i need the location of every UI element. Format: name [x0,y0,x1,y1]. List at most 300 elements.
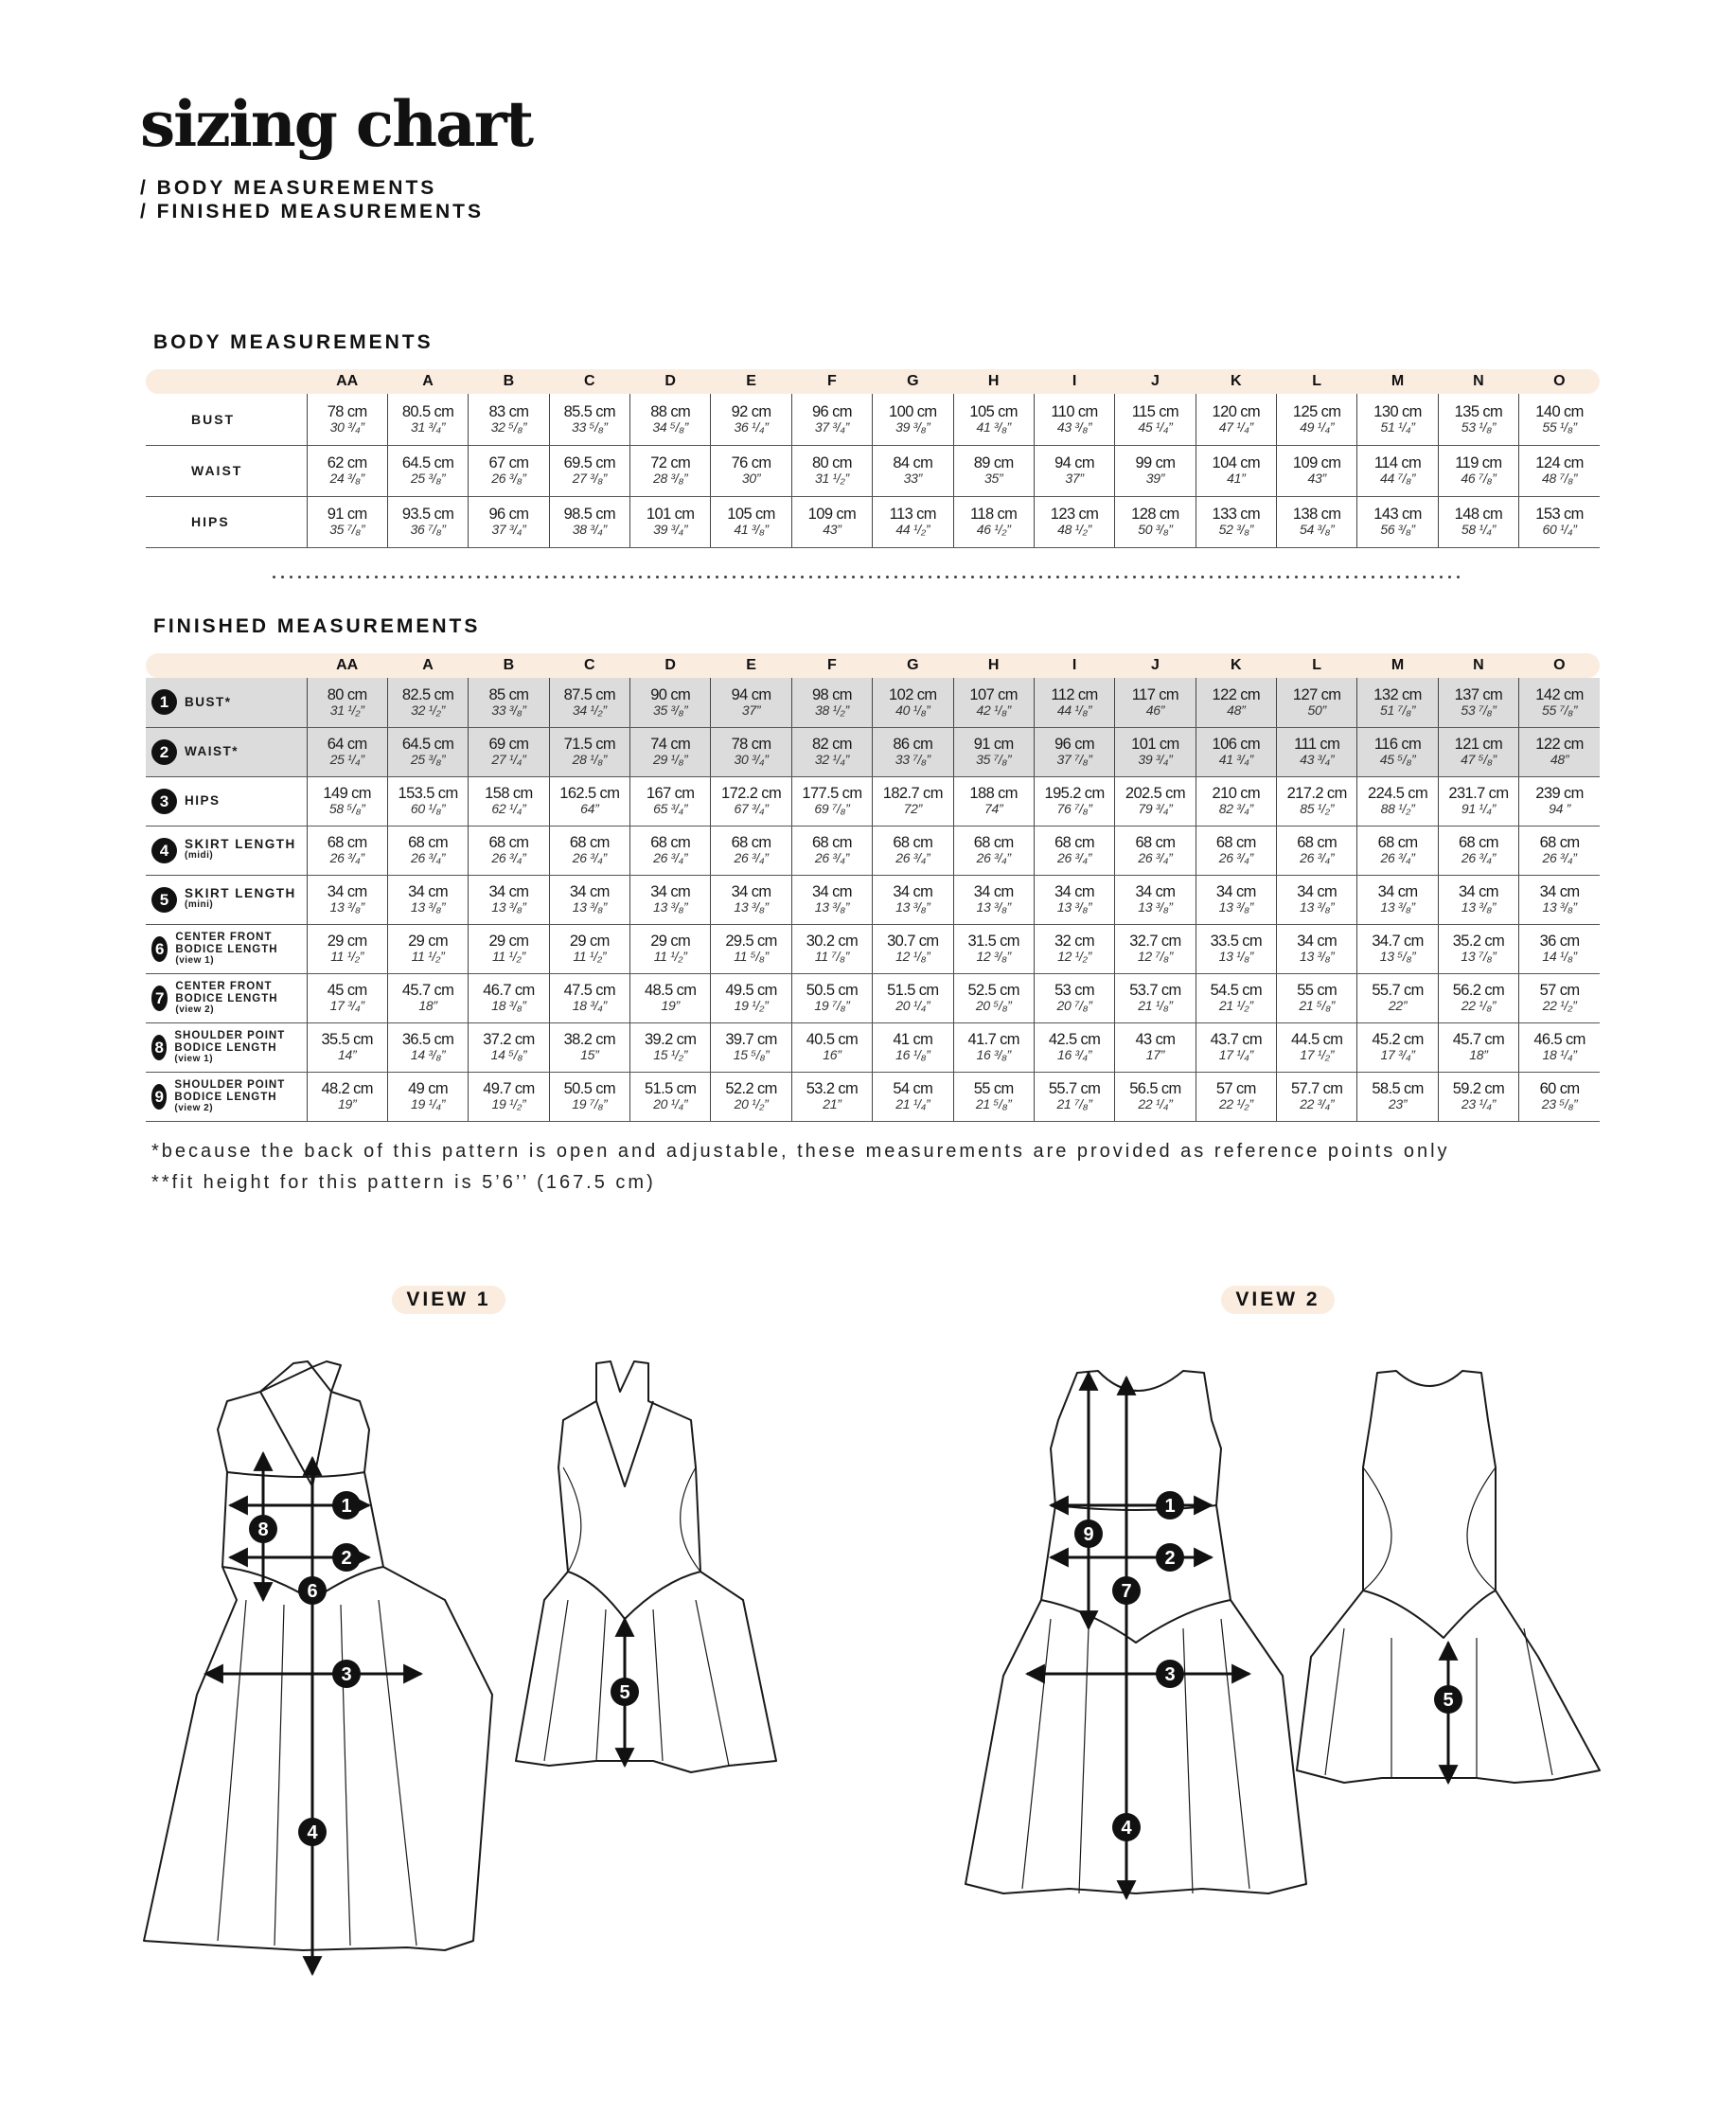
cm-value: 54.5 cm [1210,982,1263,999]
inch-value: 39 ³/₄” [1138,752,1173,767]
inch-value: 53 ¹/₈” [1461,418,1497,435]
measurement-cell [711,1022,791,1072]
cm-value: 52.5 cm [967,982,1019,999]
inch-value: 39 ³/₄” [653,522,688,537]
measurement-cell [1115,973,1196,1022]
inch-value: 16 ³/₈” [976,1047,1011,1062]
size-header-a: A [387,369,468,394]
finished-section-title: FINISHED MEASUREMENTS [153,615,481,637]
inch-value: 21 ⁷/₈” [1056,1096,1092,1111]
measurement-cell [791,496,872,547]
cm-value: 57 cm [1539,982,1580,999]
cm-value: 34.7 cm [1372,933,1424,950]
measurement-cell [387,496,468,547]
measurement-cell [711,924,791,973]
row-label [146,727,307,776]
cm-value: 34 cm [973,883,1014,900]
inch-value: 22 ¹/₂” [1218,1096,1253,1111]
row-label-text: SHOULDER POINT BODICE LENGTH [174,1030,286,1054]
inch-value: 55 ¹/₈” [1542,418,1577,435]
measurement-cell [549,1072,629,1121]
marker-2-view-1 [332,1543,361,1572]
inch-value: 39 ³/₈” [895,418,930,435]
inch-value: 21 ⁵/₈” [1299,998,1336,1013]
inch-value: 20 ¹/₂” [734,1096,769,1111]
cm-value: 68 cm [1215,834,1256,851]
row-label-text: SHOULDER POINT BODICE LENGTH [174,1079,286,1103]
inch-value: 26 ³/₄” [734,850,769,865]
cm-value: 62 cm [327,454,367,471]
measurement-cell [873,678,953,727]
cm-value: 55.7 cm [1372,982,1424,999]
cm-value: 224.5 cm [1368,785,1428,802]
measurement-cell [549,924,629,973]
inch-value: 48” [1227,702,1246,718]
inch-value: 13 ³/₈” [410,899,446,915]
measurement-cell [1519,678,1600,727]
inch-value: 58 ¹/₄” [1461,522,1497,537]
size-header-o: O [1519,369,1600,394]
measurement-cell [873,1072,953,1121]
size-header-n: N [1438,653,1518,678]
inch-value: 82 ³/₄” [1218,801,1253,816]
inch-value: 18 ¹/₄” [1542,1047,1577,1062]
inch-value: 33 ⁷/₈” [895,752,930,767]
cm-value: 114 cm [1373,454,1422,471]
measurement-cell [1519,1022,1600,1072]
measurement-cell [953,1022,1034,1072]
finished-row-hips [146,776,1600,826]
inch-value: 55 ⁷/₈” [1542,702,1578,718]
measurement-cell [791,445,872,496]
cm-value: 98.5 cm [563,506,616,523]
measurement-cell [1438,1072,1518,1121]
cm-value: 106 cm [1212,736,1261,753]
size-header-n: N [1438,369,1518,394]
cm-value: 96 cm [811,402,852,420]
view-1-back-dress [516,1361,776,1772]
inch-value: 26 ³/₄” [895,850,930,865]
size-header-m: M [1357,369,1438,394]
measurement-cell [630,445,711,496]
measurement-cell [873,394,953,445]
inch-value: 11 ¹/₂” [411,949,445,964]
cm-value: 113 cm [889,506,936,523]
cm-value: 52.2 cm [725,1080,777,1097]
measurement-cell [630,496,711,547]
cm-value: 29 cm [488,933,529,950]
cm-value: 72 cm [650,454,691,471]
size-header-j: J [1115,369,1196,394]
inch-value: 26 ³/₄” [1380,850,1415,865]
measurement-cell [1438,1022,1518,1072]
cm-value: 34 cm [893,883,933,900]
cm-value: 117 cm [1131,685,1179,703]
inch-value: 41 ³/₈” [734,522,769,537]
inch-value: 14 ¹/₈” [1542,949,1577,964]
cm-value: 96 cm [488,506,529,523]
measurement-cell [1277,826,1357,875]
size-header-f: F [791,653,872,678]
measurement-cell [1196,496,1276,547]
size-header-j: J [1115,653,1196,678]
inch-value: 15 ⁵/₈” [733,1047,770,1062]
inch-value: 25 ³/₈” [410,752,446,767]
measurement-cell [1519,496,1600,547]
marker-6-view-1 [298,1576,327,1605]
inch-value: 26 ³/₄” [976,850,1011,865]
cm-value: 34 cm [811,883,852,900]
measurement-cell [1438,875,1518,924]
cm-value: 78 cm [327,402,367,420]
inch-value: 69 ⁷/₈” [814,801,850,816]
inch-value: 18 ³/₄” [572,998,607,1013]
measurement-cell [711,727,791,776]
measurement-cell [549,445,629,496]
header-spacer [146,653,307,678]
cm-value: 125 cm [1292,402,1341,420]
cm-value: 41 cm [893,1031,933,1048]
row-label [146,924,307,973]
cm-value: 33.5 cm [1210,933,1263,950]
inch-value: 26 ³/₄” [1218,850,1253,865]
measurement-cell [711,445,791,496]
cm-value: 90 cm [650,685,691,703]
measurement-cell [1196,445,1276,496]
cm-value: 34 cm [1297,883,1337,900]
measurement-cell [1115,727,1196,776]
measurement-cell [711,1072,791,1121]
cm-value: 105 cm [727,506,775,523]
inch-value: 21 ⁵/₈” [975,1096,1012,1111]
row-label [146,678,307,727]
measurement-cell [1115,496,1196,547]
inch-value: 13 ³/₈” [895,899,930,915]
cm-value: 56.5 cm [1129,1080,1181,1097]
measurement-cell [1034,776,1114,826]
cm-value: 29 cm [327,933,367,950]
measurement-cell [549,826,629,875]
marker-3-view-1 [332,1660,361,1688]
cm-value: 55 cm [973,1080,1014,1097]
measurement-cell [1115,1022,1196,1072]
cm-value: 34 cm [1458,883,1498,900]
cm-value: 53.7 cm [1129,982,1181,999]
measurement-cell [1277,875,1357,924]
inch-value: 14 ⁵/₈” [490,1047,527,1062]
measurement-cell [791,776,872,826]
size-header-f: F [791,369,872,394]
dotted-divider [270,576,1462,578]
inch-value: 38 ³/₄” [572,522,607,537]
measurement-cell [1034,973,1114,1022]
measurement-cell [1277,394,1357,445]
cm-value: 39.2 cm [644,1031,697,1048]
measurement-cell [1438,727,1518,776]
measurement-cell [1034,496,1114,547]
inch-value: 43 ³/₈” [1056,418,1092,435]
cm-value: 55 cm [1297,982,1337,999]
inch-value: 94 ” [1549,801,1571,816]
measurement-cell [1357,394,1438,445]
measurement-cell [387,875,468,924]
size-header-b: B [469,369,549,394]
inch-value: 11 ¹/₂” [653,949,687,964]
inch-value: 16 ¹/₈” [895,1047,930,1062]
measurement-cell [1519,826,1600,875]
inch-value: 13 ³/₈” [1542,899,1577,915]
cm-value: 34 cm [650,883,691,900]
size-header-d: D [630,653,711,678]
measurement-cell [549,678,629,727]
inch-value: 14 ³/₈” [410,1047,446,1062]
measurement-cell [469,826,549,875]
finished-row-center-front-bodice-length [146,924,1600,973]
cm-value: 68 cm [1054,834,1095,851]
cm-value: 91 cm [327,506,367,523]
inch-value: 74” [984,801,1003,816]
size-header-aa: AA [307,653,387,678]
inch-value: 29 ¹/₈” [652,752,688,767]
cm-value: 80 cm [811,454,852,471]
inch-value: 12 ³/₈” [976,949,1011,964]
finished-row-shoulder-point-bodice-length [146,1072,1600,1121]
cm-value: 231.7 cm [1448,785,1509,802]
measurement-cell [307,875,387,924]
row-label-sub: (view 1) [174,1054,214,1064]
measurement-cell [953,727,1034,776]
inch-value: 32 ¹/₂” [411,702,446,718]
cm-value: 89 cm [973,454,1014,471]
cm-value: 32 cm [1054,933,1095,950]
svg-text:7: 7 [1121,1581,1132,1602]
inch-value: 26 ³/₄” [1300,850,1335,865]
inch-value: 25 ³/₈” [410,471,446,486]
measurement-cell [1357,826,1438,875]
measurement-cell [711,875,791,924]
header-spacer [146,369,307,394]
inch-value: 45 ¹/₄” [1138,418,1173,435]
inch-value: 64” [580,801,599,816]
measurement-cell [1277,496,1357,547]
measurement-cell [791,826,872,875]
marker-7-view-2 [1112,1576,1141,1605]
inch-value: 13 ³/₈” [491,899,526,915]
inch-value: 13 ³/₈” [652,899,688,915]
cm-value: 91 cm [973,736,1014,753]
cm-value: 68 cm [408,834,449,851]
inch-value: 37 ³/₄” [491,522,526,537]
measurement-cell [1196,394,1276,445]
measurement-cell [307,776,387,826]
measurement-cell [791,1022,872,1072]
cm-value: 40.5 cm [806,1031,859,1048]
size-header-h: H [953,369,1034,394]
inch-value: 26 ³/₄” [1138,850,1173,865]
svg-text:2: 2 [341,1548,352,1569]
finished-row-shoulder-point-bodice-length [146,1022,1600,1072]
body-row-waist [146,445,1600,496]
inch-value: 13 ³/₈” [1056,899,1092,915]
row-label-text: HIPS [191,514,230,529]
inch-value: 13 ³/₈” [976,899,1011,915]
measurement-cell [387,776,468,826]
inch-value: 13 ³/₈” [814,899,850,915]
inch-value: 17 ³/₄” [1380,1047,1415,1062]
measurement-cell [1357,496,1438,547]
inch-value: 48” [1550,752,1569,767]
cm-value: 71.5 cm [563,736,616,753]
measurement-cell [1115,875,1196,924]
cm-value: 110 cm [1051,402,1098,420]
cm-value: 133 cm [1212,506,1261,523]
measurement-cell [630,727,711,776]
measurement-cell [1034,1072,1114,1121]
inch-value: 36 ⁷/₈” [410,522,446,537]
measurement-cell [549,875,629,924]
cm-value: 68 cm [327,834,367,851]
inch-value: 60 ¹/₄” [1542,522,1577,537]
cm-value: 122 cm [1535,736,1584,753]
cm-value: 43 cm [1135,1031,1176,1048]
inch-value: 43” [823,522,841,537]
measurement-cell [711,826,791,875]
measurement-number-badge: 4 [151,838,177,863]
measurement-cell [387,924,468,973]
measurement-cell [469,1022,549,1072]
measurement-number-badge: 1 [151,689,177,715]
inch-value: 44 ⁷/₈” [1380,471,1416,486]
measurement-number-badge: 7 [151,986,168,1011]
measurement-number-badge: 8 [151,1035,167,1060]
size-header-d: D [630,369,711,394]
row-label [146,875,307,924]
measurement-cell [1519,973,1600,1022]
cm-value: 45.7 cm [1452,1031,1505,1048]
measurement-cell [549,394,629,445]
inch-value: 31 ¹/₂” [329,702,364,718]
measurement-cell [1277,1072,1357,1121]
cm-value: 56.2 cm [1452,982,1505,999]
measurement-cell [1034,924,1114,973]
marker-3-view-2 [1156,1660,1184,1688]
inch-value: 91 ¹/₄” [1461,801,1497,816]
measurement-cell [1357,445,1438,496]
inch-value: 44 ¹/₂” [895,522,930,537]
body-row-bust [146,394,1600,445]
measurement-cell [1438,973,1518,1022]
cm-value: 69 cm [488,736,529,753]
cm-value: 32.7 cm [1129,933,1181,950]
cm-value: 42.5 cm [1048,1031,1101,1048]
cm-value: 112 cm [1051,685,1098,703]
inch-value: 53 ⁷/₈” [1461,702,1497,718]
inch-value: 72” [903,801,922,816]
inch-value: 13 ³/₈” [1218,899,1254,915]
measurement-cell [307,1072,387,1121]
measurement-cell [1357,727,1438,776]
cm-value: 138 cm [1292,506,1341,523]
size-header-k: K [1196,369,1276,394]
inch-value: 51 ¹/₄” [1380,418,1415,435]
footnote-fit-height: **fit height for this pattern is 5’6’’ (167.5 cm) [151,1172,656,1193]
inch-value: 11 ¹/₂” [573,949,607,964]
measurement-cell [630,924,711,973]
svg-text:3: 3 [1164,1664,1176,1685]
body-section-title: BODY MEASUREMENTS [153,331,434,353]
measurement-cell [873,496,953,547]
cm-value: 68 cm [1458,834,1498,851]
measurement-cell [1357,973,1438,1022]
cm-value: 177.5 cm [802,785,862,802]
cm-value: 118 cm [970,506,1018,523]
marker-1-view-2 [1156,1491,1184,1520]
svg-text:3: 3 [341,1664,352,1685]
measurement-cell [873,826,953,875]
measurement-cell [549,973,629,1022]
cm-value: 68 cm [569,834,610,851]
cm-value: 48.5 cm [644,982,697,999]
inch-value: 17 ¹/₄” [1218,1047,1253,1062]
size-header-row [146,369,1600,394]
cm-value: 111 cm [1294,736,1340,753]
inch-value: 33 ⁵/₈” [571,418,608,435]
cm-value: 48.2 cm [321,1080,373,1097]
cm-value: 80.5 cm [401,402,454,420]
svg-text:9: 9 [1083,1524,1094,1545]
inch-value: 19 ⁷/₈” [814,998,850,1013]
measurement-cell [1196,727,1276,776]
cm-value: 38.2 cm [563,1031,616,1048]
measurement-cell [469,776,549,826]
inch-value: 33 ³/₈” [491,702,526,718]
measurement-cell [307,924,387,973]
measurement-cell [1357,924,1438,973]
cm-value: 68 cm [1539,834,1580,851]
cm-value: 128 cm [1131,506,1179,523]
cm-value: 49.5 cm [725,982,777,999]
measurement-cell [953,973,1034,1022]
cm-value: 64 cm [327,736,367,753]
measurement-cell [469,445,549,496]
measurement-cell [387,1022,468,1072]
inch-value: 56 ³/₈” [1380,522,1415,537]
cm-value: 68 cm [1297,834,1337,851]
measurement-cell [307,973,387,1022]
body-row-hips [146,496,1600,547]
inch-value: 20 ⁵/₈” [975,998,1012,1013]
inch-value: 20 ⁷/₈” [1056,998,1092,1013]
cm-value: 93.5 cm [401,506,454,523]
measurement-cell [1115,826,1196,875]
measurement-cell [1357,1022,1438,1072]
measurement-cell [1438,496,1518,547]
inch-value: 13 ⁷/₈” [1461,949,1497,964]
cm-value: 44.5 cm [1290,1031,1343,1048]
inch-value: 31 ³/₄” [410,418,446,435]
measurement-cell [469,973,549,1022]
size-header-l: L [1277,369,1357,394]
inch-value: 11 ¹/₂” [491,949,525,964]
measurement-cell [307,445,387,496]
measurement-cell [469,394,549,445]
cm-value: 34 cm [1054,883,1095,900]
inch-value: 12 ¹/₂” [1057,949,1092,964]
measurement-cell [469,678,549,727]
measurement-cell [953,1072,1034,1121]
inch-value: 44 ¹/₈” [1056,702,1092,718]
inch-value: 21 ¹/₈” [1138,998,1173,1013]
